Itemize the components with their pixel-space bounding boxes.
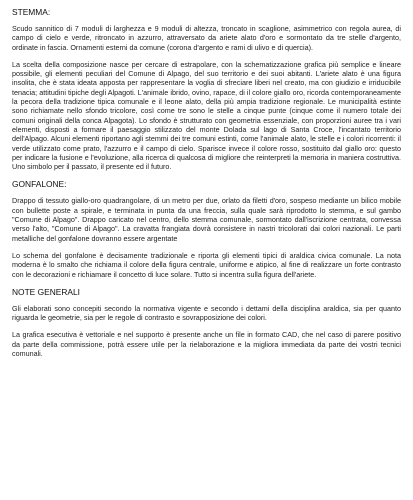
paragraph-stemma-blazon: Scudo sannitico di 7 moduli di larghezza e 9 moduli di altezza, troncato in scaglione, asimmetrico con regola aurea, di campo di cielo e verde, ritroncato in azzurro, attraversato da ariete alato d'oro e sormontato da tre stelle d'argento, ordinate in fascia. Ornamenti esterni da comune (corona d'argento e rami di ulivo e di quercia). (12, 24, 401, 52)
paragraph-gonfalone-rationale: Lo schema del gonfalone è decisamente tradizionale e riporta gli elementi tipici di araldica civica comunale. La nota moderna è lo smalto che richiama il colore della figura centrale, uniforme e atipico, al fine di realizzare un forte contrasto con le decorazioni e richiamare il concetto di luce solare. Tutto si incentra sulla figura dell'ariete. (12, 250, 401, 279)
section-gonfalone (12, 179, 401, 278)
paragraph-gonfalone-description: Drappo di tessuto giallo-oro quadrangolare, di un metro per due, orlato da filetti d'oro, sospeso mediante un bilico mobile con bullette poste a spirale, e terminata in punta da una freccia, sulla quale sarà riprodotto lo stemma, e sul gambo "Comune di Alpago". Drappo caricato nel centro, dello stemma comunale, sormontato dall'iscrizione centrata, convessa verso l'alto, "Comune di Alpago". La cravatta frangiata dovrà consistere in nastri tricolorati dai colori nazionali. Le parti metalliche del gonfalone dovranno essere argentate (12, 196, 401, 243)
section-heading-gonfalone: GONFALONE: (12, 179, 67, 190)
paragraph-note-grafica: La grafica esecutiva è vettoriale e nel supporto è presente anche un file in formato CAD, che nel caso di parere positivo da parte della commissione, potrà essere utile per la rielaborazione e la migliora immediata da parte dei vostri tecnici comunali. (12, 330, 401, 359)
paragraph-note-normativa: Gli elaborati sono concepiti secondo la normativa vigente e secondo i dettami della disciplina araldica, sia per quanto riguarda le geometrie, sia per le regole di contrasto e sovrapposizione dei colori. (12, 303, 401, 323)
section-heading-stemma: STEMMA: (12, 7, 51, 17)
section-note-generali (12, 287, 401, 358)
paragraph-stemma-rationale: La scelta della composizione nasce per cercare di estrapolare, con la schematizzazione grafica più semplice e lineare possibile, gli elementi peculiari del Comune di Alpago, del suo territorio e dei suoi abitanti. L'ariete alato è una figura insolita, che è stata ideata apposta per rappresentare la voglia di sfreciare liberi nel creato, ma con giudizio e irriducibile tenacia; attitudini tipiche degli Alpagoti. L'animale ibrido, ovino, rapace, di il colore giallo oro, ricorda contemporaneamente la pecora della tradizione tipica comunale e il leone alato, della più ampia tradizione regionale. Le municipalità estinte sono richiamate nello sfondo tricolore, così come tre sono le stelle a cinque punte (cinque come il numero totale dei comuni originali della conca Alpagota). Lo sfondo è strutturato con geometria essenziale, con proporzioni auree tra i vari elementi, disposti a formare il paesaggio stilizzato del monte Dolada sul lago di Santa Croce, l'incantato territorio dell'Alpago. Alcuni elementi riportano agli stemmi dei tre comuni estinti, come l'animale alato, le stelle e i colori ricorrenti: il verde utilizzato come prato, l'azzurro e il campo di cielo. Sparisce invece il colore rosso, sostituito dal giallo oro: questo per indicare la fusione e l'evoluzione, alla ricerca di qualcosa di migliore che reinterpreti la memoria in maniera costruttiva. Uno simbolo per il passato, il presente ed il futuro. (12, 59, 401, 172)
section-heading-note-generali: NOTE GENERALI (12, 286, 80, 297)
section-stemma (12, 7, 401, 171)
